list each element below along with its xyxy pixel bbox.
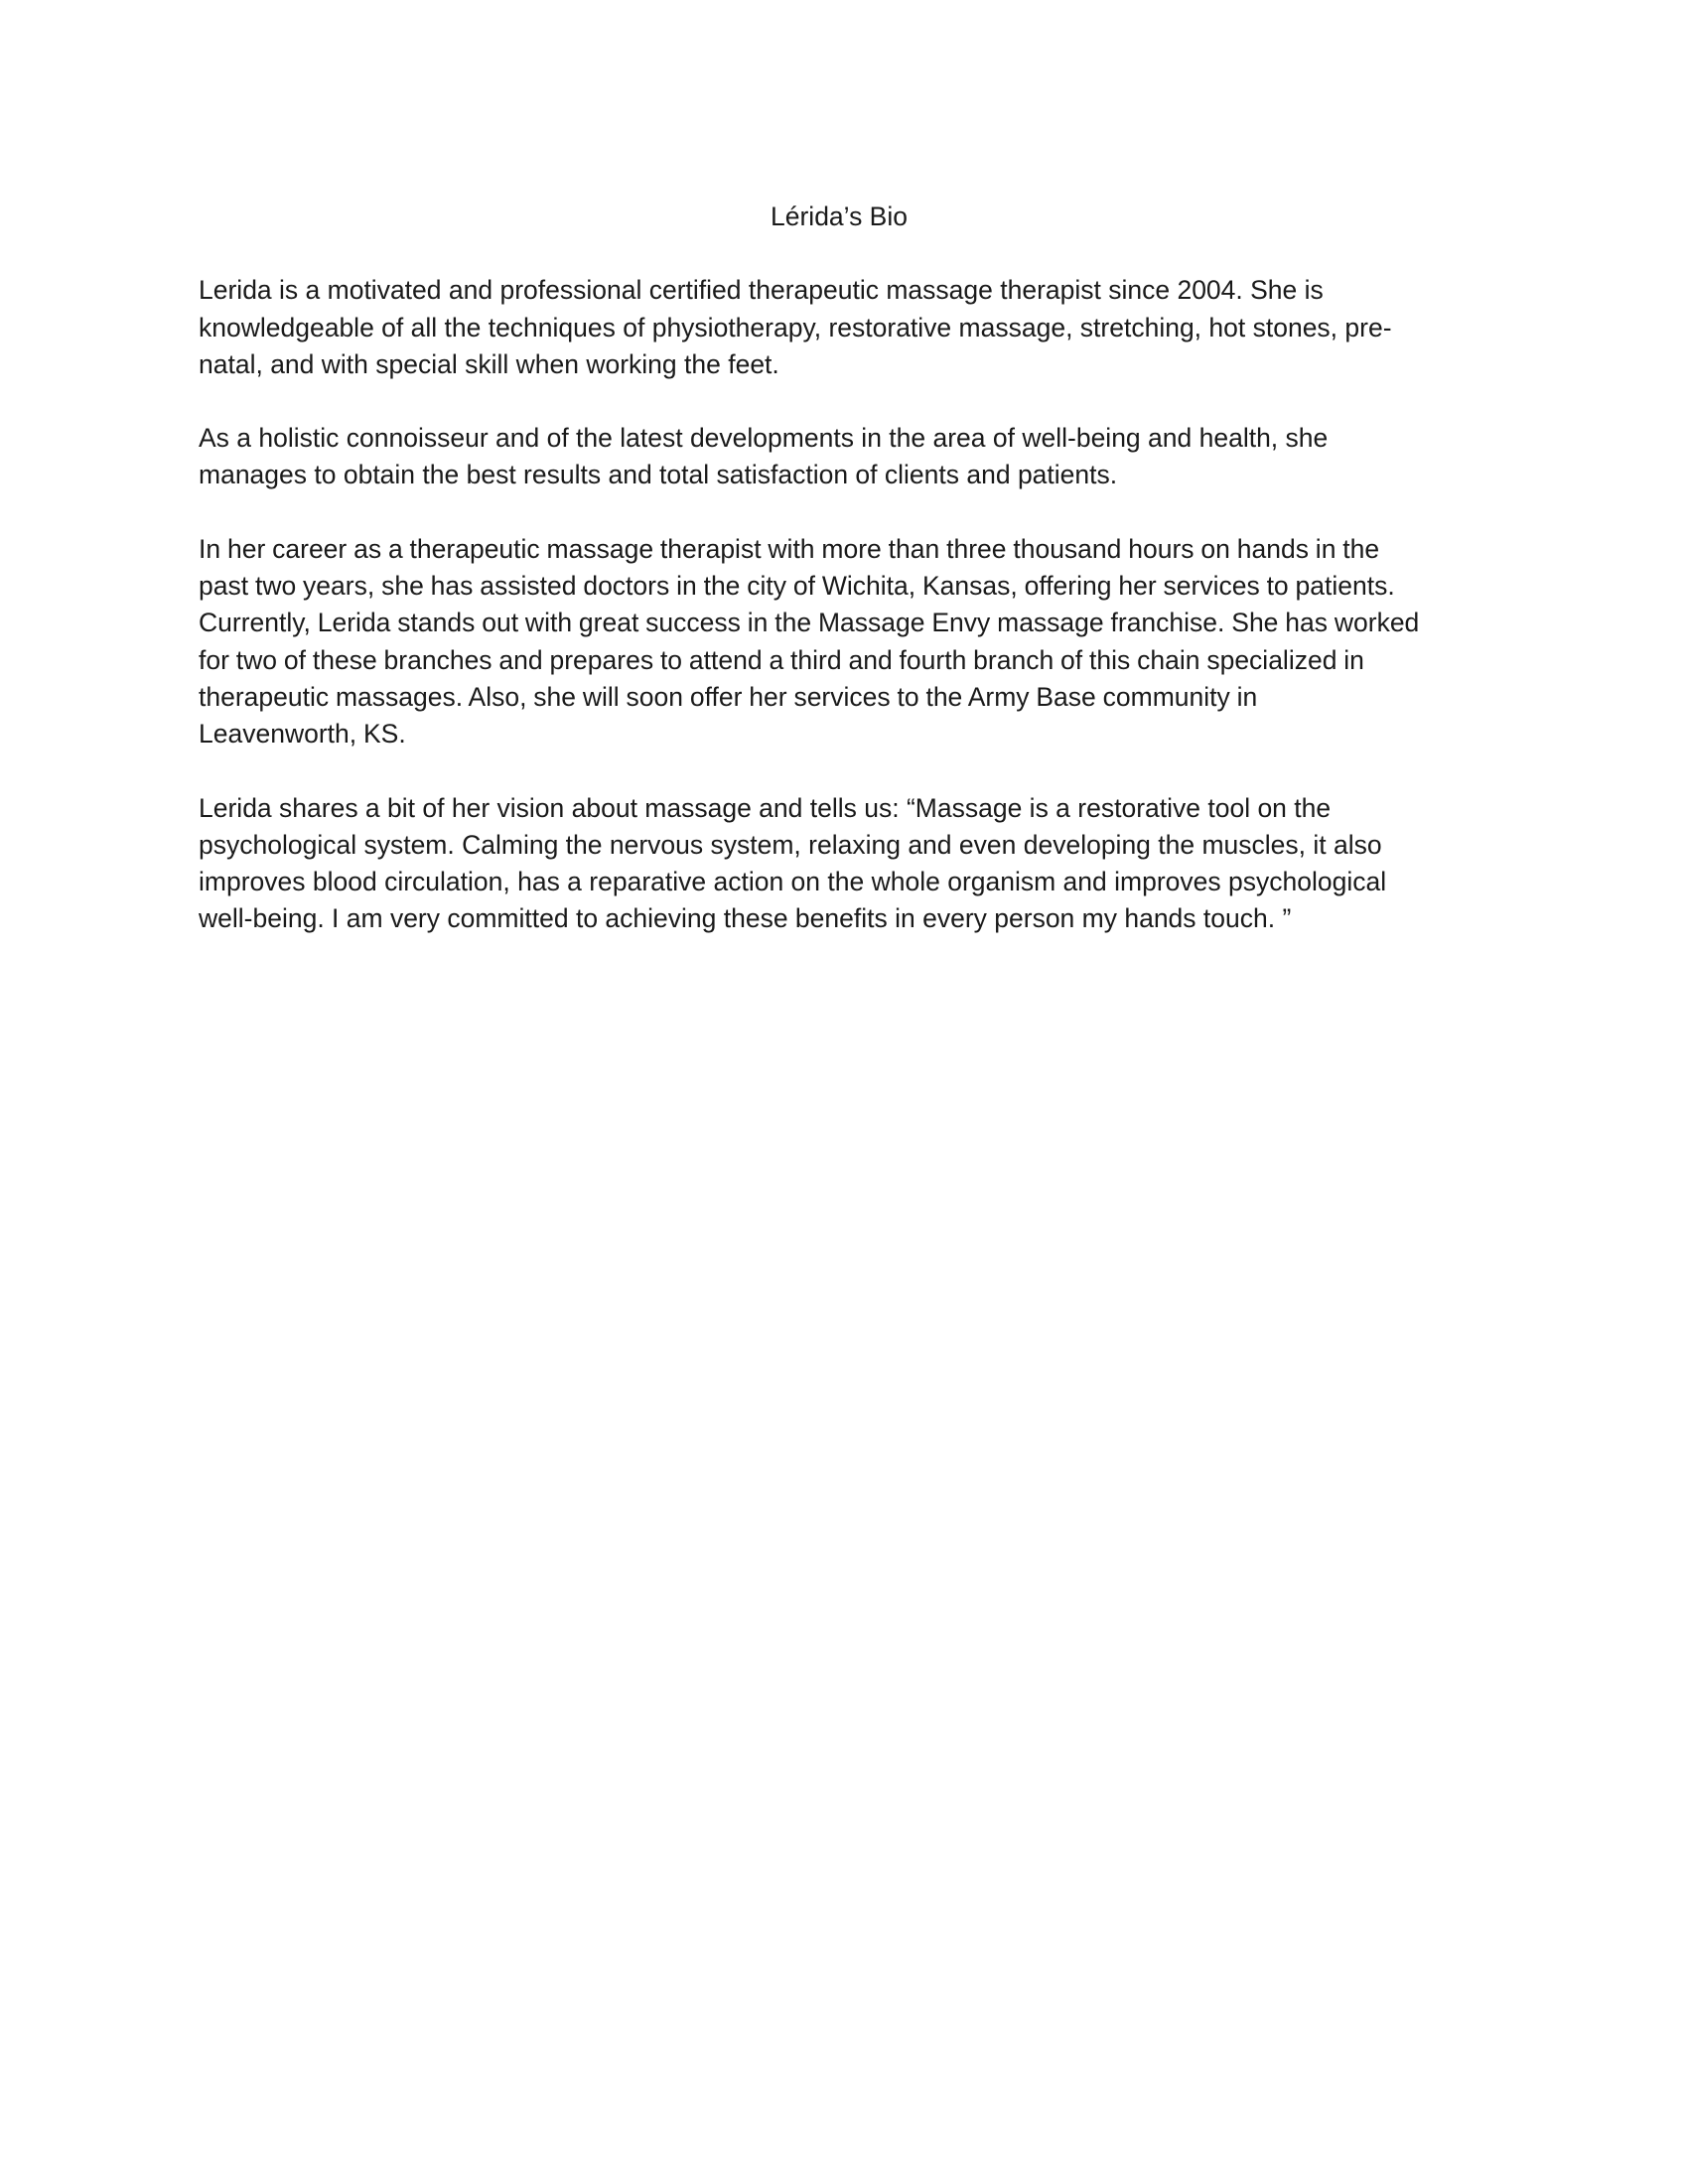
paragraph-line: Currently, Lerida stands out with great success in the Massage Envy massage franchise. She has worked	[199, 608, 1420, 638]
paragraph-line: knowledgeable of all the techniques of physiotherapy, restorative massage, stretching, hot stones, pre-	[199, 312, 1392, 342]
paragraph-line: As a holistic connoisseur and of the latest developments in the area of well-being and health, she	[199, 423, 1329, 454]
paragraph-3	[199, 531, 1479, 753]
paragraph-line: well-being. I am very committed to achieving these benefits in every person my hands touch. ”	[199, 903, 1292, 934]
document-body	[199, 199, 1479, 975]
paragraph-line: psychological system. Calming the nervous system, relaxing and even developing the muscles, it also	[199, 829, 1382, 860]
paragraph-line: Lerida is a motivated and professional certified therapeutic massage therapist since 2004. She is	[199, 275, 1324, 306]
paragraph-2	[199, 420, 1479, 494]
paragraph-line: natal, and with special skill when working the feet.	[199, 348, 779, 379]
paragraph-line: In her career as a therapeutic massage therapist with more than three thousand hours on hands in the	[199, 533, 1380, 564]
paragraph-line: past two years, she has assisted doctors in the city of Wichita, Kansas, offering her services to patients.	[199, 571, 1395, 602]
paragraph-line: Leavenworth, KS.	[199, 719, 406, 750]
document-title: Lérida’s Bio	[771, 202, 908, 231]
paragraph-4	[199, 790, 1479, 938]
paragraph-1	[199, 272, 1479, 383]
paragraph-line: manages to obtain the best results and total satisfaction of clients and patients.	[199, 460, 1118, 490]
paragraph-line: Lerida shares a bit of her vision about massage and tells us: “Massage is a restorative tool on the	[199, 792, 1332, 823]
paragraph-line: improves blood circulation, has a reparative action on the whole organism and improves psychological	[199, 867, 1387, 897]
paragraph-line: for two of these branches and prepares to attend a third and fourth branch of this chain specialized in	[199, 644, 1364, 675]
paragraph-line: therapeutic massages. Also, she will soon offer her services to the Army Base community in	[199, 681, 1258, 712]
